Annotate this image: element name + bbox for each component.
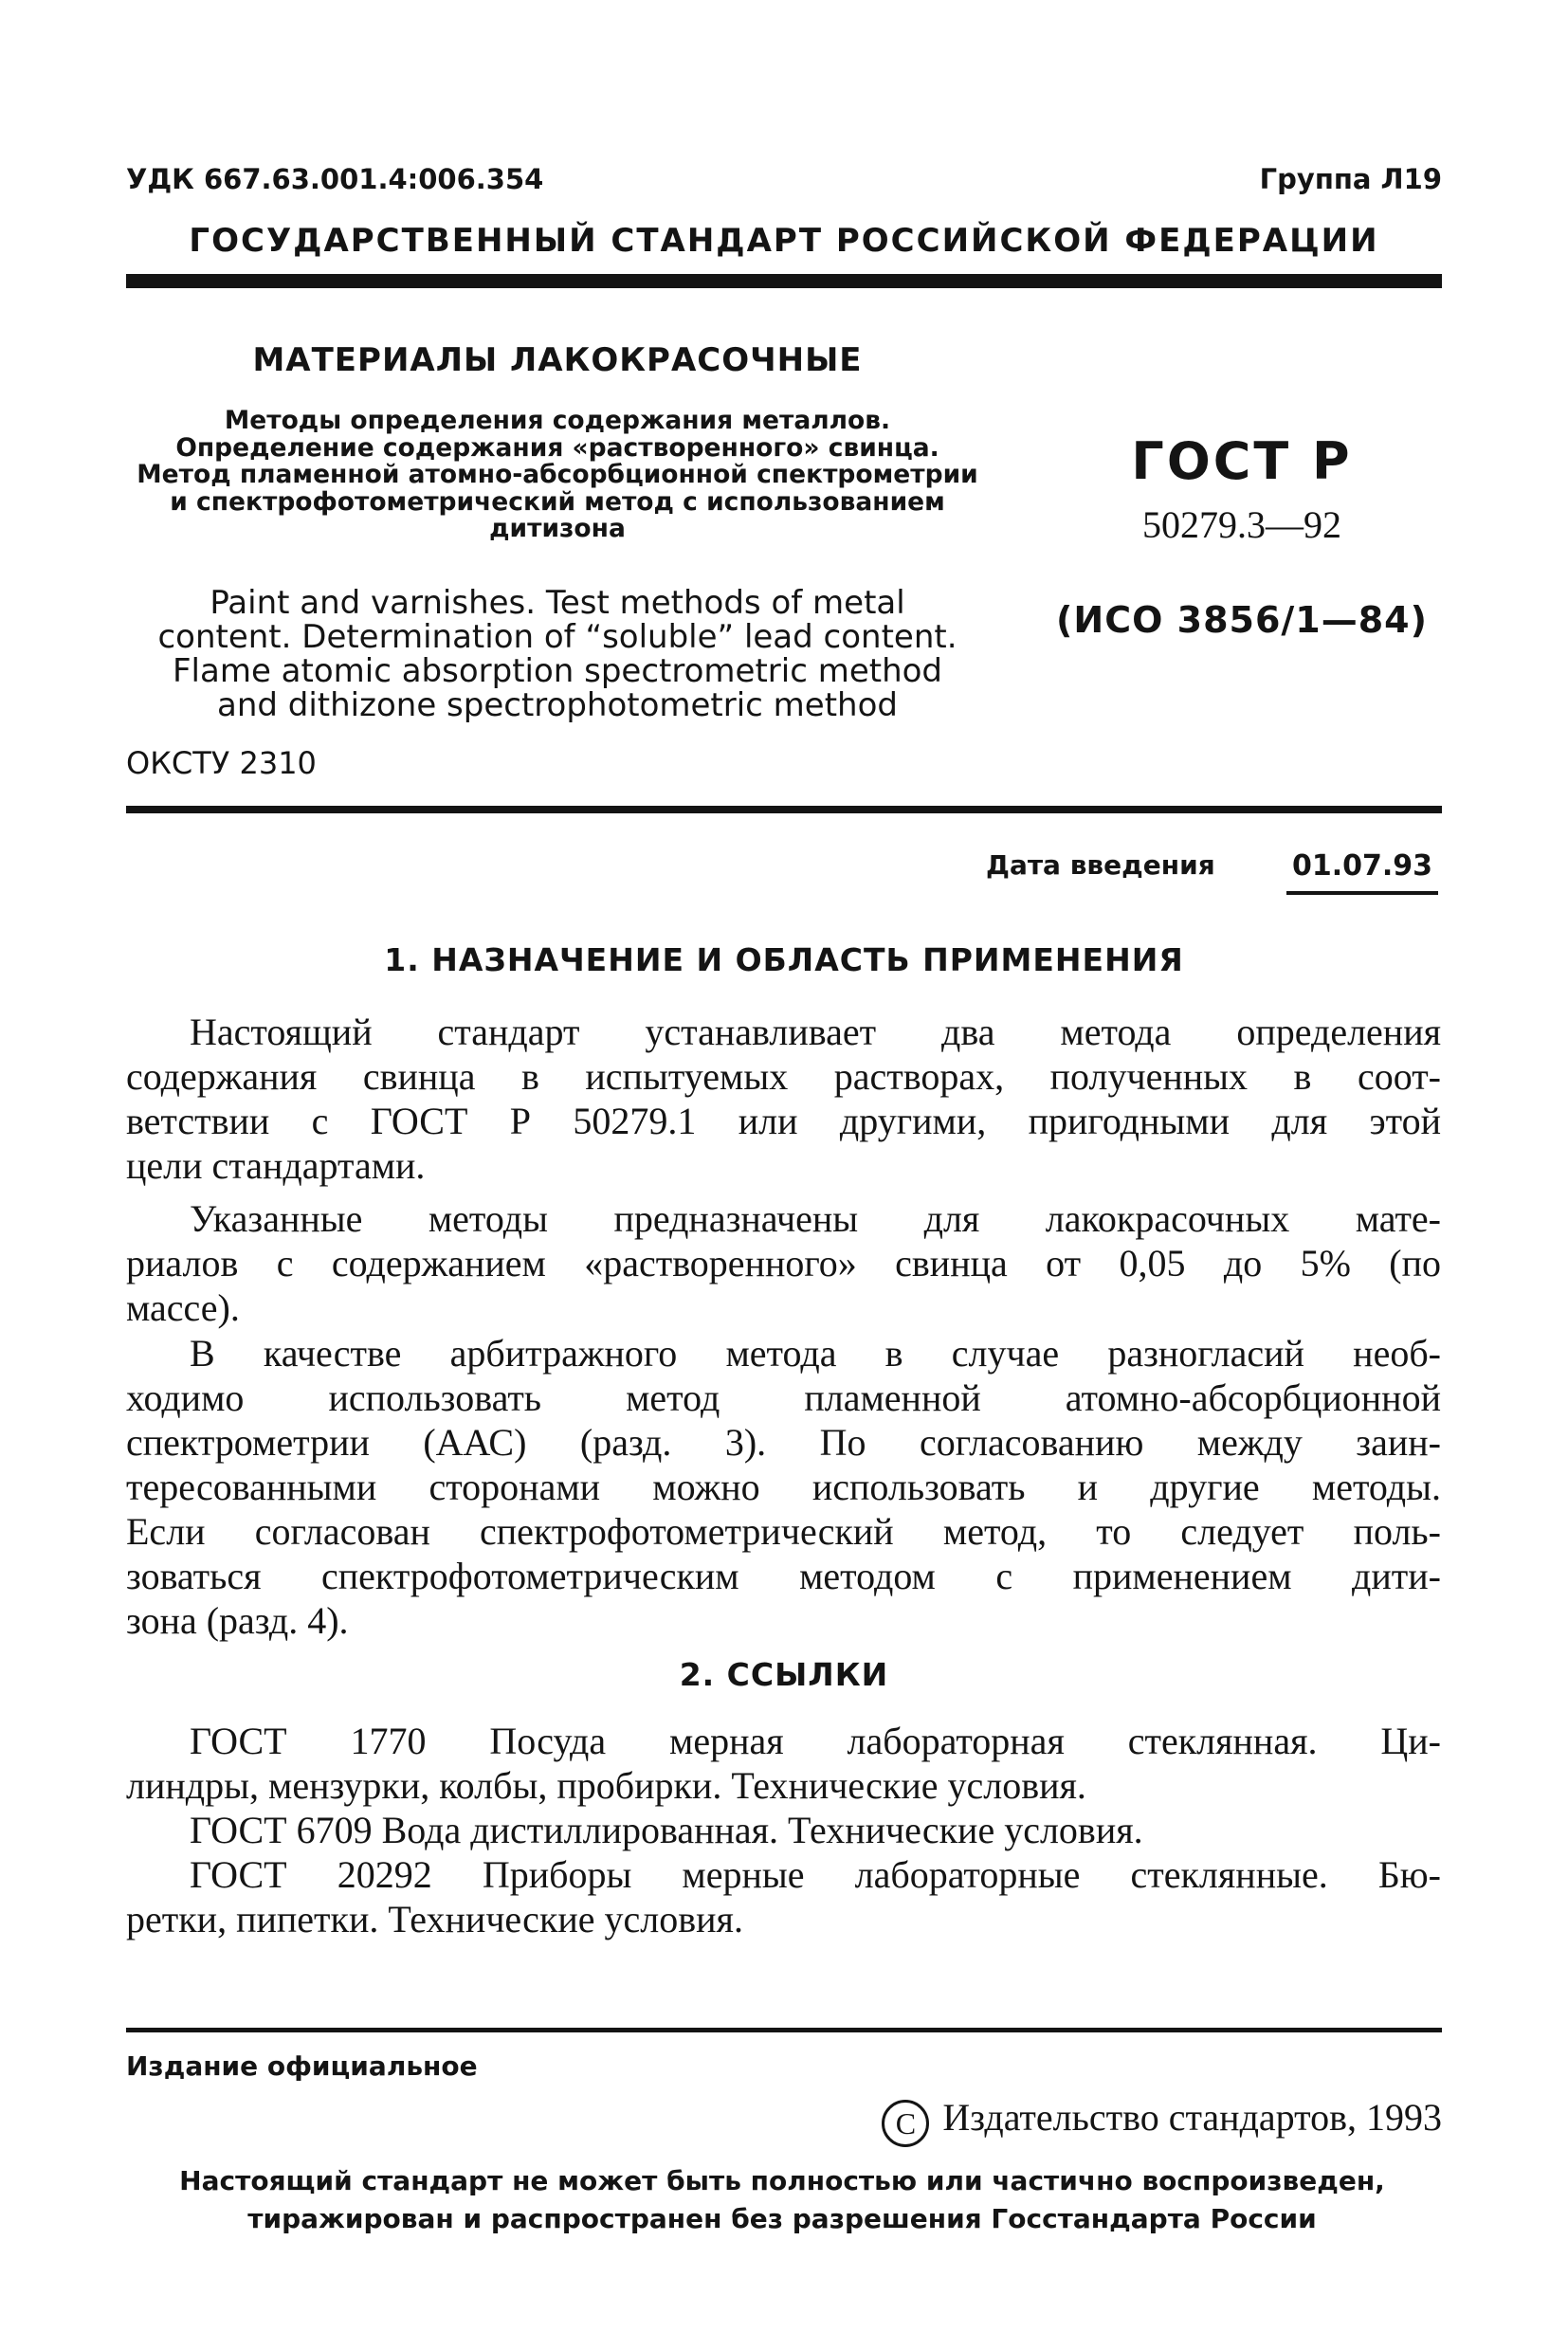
- copyright-line: [882, 2095, 1442, 2147]
- section-1-paragraph-1: [126, 1010, 1441, 1188]
- russian-subtitle-line: и спектрофотометрический метод с использованием: [170, 486, 945, 517]
- english-subtitle-line: Flame atomic absorption spectrometric method: [172, 652, 942, 690]
- section-1-heading: 1. НАЗНАЧЕНИЕ И ОБЛАСТЬ ПРИМЕНЕНИЯ: [384, 941, 1184, 978]
- text-line: В качестве арбитражного метода в случае разногласий необ-: [190, 1332, 1441, 1375]
- english-subtitle-line: and dithizone spectrophotometric method: [217, 686, 898, 724]
- state-standard-title: ГОСУДАРСТВЕННЫЙ СТАНДАРТ РОССИЙСКОЙ ФЕДЕРАЦИИ: [189, 222, 1379, 260]
- english-subtitle-line: content. Determination of “soluble” lead content.: [157, 618, 957, 656]
- reference-line: ГОСТ 6709 Вода дистиллированная. Технические условия.: [190, 1809, 1143, 1851]
- text-line: риалов с содержанием «растворенного» свинца от 0,05 до 5% (по: [126, 1242, 1441, 1284]
- copyright-text: Издательство стандартов, 1993: [942, 2096, 1442, 2139]
- text-line: тересованными сторонами можно использовать и другие методы.: [126, 1466, 1441, 1508]
- introduction-date-label: Дата введения: [986, 849, 1215, 881]
- section-2-heading: 2. ССЫЛКИ: [679, 1656, 889, 1693]
- text-line: цели стандартами.: [126, 1144, 426, 1187]
- text-line: Настоящий стандарт устанавливает два метода определения: [190, 1011, 1441, 1053]
- notice-line: тиражирован и распространен без разрешения Госстандарта России: [247, 2203, 1317, 2234]
- russian-subtitle-line: Метод пламенной атомно-абсорбционной спектрометрии: [137, 460, 978, 489]
- date-underline: [1286, 891, 1438, 895]
- russian-subtitle-line: Определение содержания «растворенного» свинца.: [175, 432, 939, 463]
- reference-line: ретки, пипетки. Технические условия.: [126, 1898, 743, 1940]
- english-subtitle: [126, 586, 989, 722]
- text-line: ходимо использовать метод пламенной атомно-абсорбционной: [126, 1376, 1441, 1419]
- okstu-code: ОКСТУ 2310: [126, 745, 317, 781]
- section-1-paragraph-3: [126, 1331, 1441, 1643]
- text-line: зона (разд. 4).: [126, 1599, 349, 1642]
- group-code: Группа Л19: [1259, 163, 1442, 195]
- text-line: Указанные методы предназначены для лакокрасочных мате-: [190, 1197, 1441, 1240]
- text-line: ветствии с ГОСТ Р 50279.1 или другими, пригодными для этой: [126, 1100, 1441, 1142]
- iso-reference: (ИСО 3856/1—84): [1056, 599, 1428, 641]
- footer-divider: [126, 2028, 1442, 2032]
- introduction-date-value: 01.07.93: [1291, 849, 1433, 883]
- russian-subtitle-line: Методы определения содержания металлов.: [224, 406, 891, 435]
- notice-line: Настоящий стандарт не может быть полностью или частично воспроизведен,: [179, 2165, 1385, 2196]
- text-line: спектрометрии (ААС) (разд. 3). По согласованию между заин-: [126, 1421, 1441, 1464]
- section-1-paragraph-2: [126, 1196, 1441, 1330]
- header-divider: [126, 274, 1442, 288]
- reference-line: ГОСТ 20292 Приборы мерные лабораторные стеклянные. Бю-: [190, 1853, 1441, 1896]
- copyright-icon: C: [882, 2100, 929, 2147]
- udk-code: УДК 667.63.001.4:006.354: [126, 163, 544, 195]
- russian-subtitle-line: дитизона: [489, 514, 626, 543]
- references-list: [126, 1719, 1441, 1941]
- reference-line: линдры, мензурки, колбы, пробирки. Технические условия.: [126, 1764, 1086, 1807]
- text-line: зоваться спектрофотометрическим методом с применением дити-: [126, 1555, 1441, 1597]
- reproduction-notice: [114, 2162, 1450, 2238]
- russian-subtitle: [126, 408, 989, 543]
- english-subtitle-line: Paint and varnishes. Test methods of metal: [210, 584, 905, 622]
- reference-line: ГОСТ 1770 Посуда мерная лабораторная стеклянная. Ци-: [190, 1720, 1441, 1762]
- text-line: содержания свинца в испытуемых растворах, полученных в соот-: [126, 1055, 1441, 1098]
- gost-number: 50279.3—92: [1142, 503, 1341, 546]
- text-line: Если согласован спектрофотометрический метод, то следует поль-: [126, 1510, 1441, 1553]
- edition-label: Издание официальное: [126, 2050, 478, 2082]
- document-title: МАТЕРИАЛЫ ЛАКОКРАСОЧНЫЕ: [252, 341, 863, 379]
- title-divider: [126, 806, 1442, 813]
- gost-label: ГОСТ Р: [1131, 431, 1353, 491]
- text-line: массе).: [126, 1286, 240, 1329]
